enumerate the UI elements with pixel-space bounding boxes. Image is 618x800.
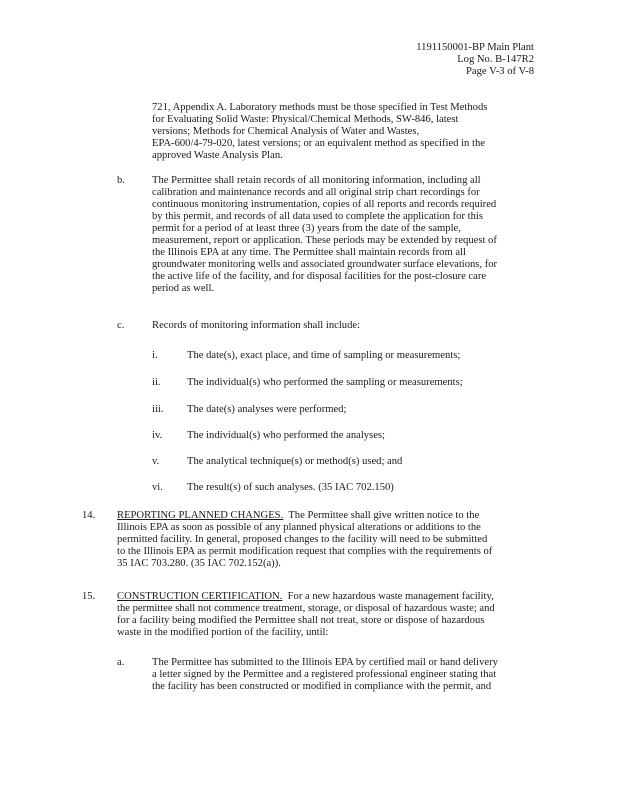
header-log-number: Log No. B-147R2: [457, 54, 534, 65]
section-14-heading: REPORTING PLANNED CHANGES.: [117, 510, 284, 521]
subitem-marker: iii.: [152, 404, 164, 415]
section-14-first-line: [117, 510, 479, 522]
item-15a-line: a letter signed by the Permittee and a registered professional engineer stating that: [152, 669, 497, 680]
section-14-number: 14.: [82, 510, 96, 521]
item-15a-line: the facility has been constructed or modified in compliance with the permit, and: [152, 681, 492, 692]
header-permit-number: 1191150001-BP Main Plant: [416, 42, 534, 53]
item-b-line: groundwater monitoring wells and associated groundwater surface elevations, for: [152, 259, 498, 270]
subitem-marker: ii.: [152, 377, 161, 388]
subitem-text: The individual(s) who performed the sampling or measurements;: [187, 377, 463, 388]
item-b-line: permit for a period of at least three (3) years from the date of the sample,: [152, 223, 461, 234]
subitem-text: The date(s), exact place, and time of sampling or measurements;: [187, 350, 461, 361]
subitem-marker: iv.: [152, 430, 163, 441]
header-page-number: Page V-3 of V-8: [466, 66, 534, 77]
subitem-text: The date(s) analyses were performed;: [187, 404, 347, 415]
continuation-line: versions; Methods for Chemical Analysis of Water and Wastes,: [152, 126, 420, 137]
item-b-line: calibration and maintenance records and all original strip chart recordings for: [152, 187, 480, 198]
item-15a-marker: a.: [117, 657, 125, 668]
item-b-line: the active life of the facility, and for disposal facilities for the post-closure care: [152, 271, 487, 282]
continuation-line: 721, Appendix A. Laboratory methods must be those specified in Test Methods: [152, 102, 488, 113]
section-15-line: the permittee shall not commence treatment, storage, or disposal of hazardous waste; and: [117, 603, 495, 614]
section-15-line: for a facility being modified the Permittee shall not treat, store or dispose of hazardous: [117, 615, 485, 626]
item-15a-line: The Permittee has submitted to the Illinois EPA by certified mail or hand delivery: [152, 657, 498, 668]
section-15-first-line: [117, 591, 494, 603]
section-14-line: 35 IAC 703.280. (35 IAC 702.152(a)).: [117, 558, 281, 569]
item-b-line: continuous monitoring instrumentation, copies of all reports and records required: [152, 199, 497, 210]
subitem-marker: vi.: [152, 482, 163, 493]
item-b-line: The Permittee shall retain records of all monitoring information, including all: [152, 175, 481, 186]
item-b-line: period as well.: [152, 283, 215, 294]
section-15-first-line-rest: For a new hazardous waste management facility,: [282, 591, 494, 602]
subitem-marker: i.: [152, 350, 158, 361]
item-b-line: measurement, report or application. These periods may be extended by request of: [152, 235, 497, 246]
section-15-heading: CONSTRUCTION CERTIFICATION.: [117, 591, 283, 602]
subitem-text: The analytical technique(s) or method(s) used; and: [187, 456, 403, 467]
item-c-marker: c.: [117, 320, 125, 331]
section-14-line: permitted facility. In general, proposed changes to the facility will need to be submitted: [117, 534, 488, 545]
item-b-marker: b.: [117, 175, 125, 186]
item-b-line: by this permit, and records of all data used to complete the application for this: [152, 211, 483, 222]
item-c-intro: Records of monitoring information shall include:: [152, 320, 361, 331]
section-14-line: to the Illinois EPA as permit modification request that complies with the requirements of: [117, 546, 493, 557]
continuation-line: for Evaluating Solid Waste: Physical/Chemical Methods, SW-846, latest: [152, 114, 459, 125]
subitem-marker: v.: [152, 456, 160, 467]
continuation-line: approved Waste Analysis Plan.: [152, 150, 283, 161]
section-15-line: waste in the modified portion of the facility, until:: [117, 627, 329, 638]
section-15-number: 15.: [82, 591, 96, 602]
section-14-line: Illinois EPA as soon as possible of any planned physical alterations or additions to the: [117, 522, 481, 533]
section-14-first-line-rest: The Permittee shall give written notice to the: [283, 510, 480, 521]
item-b-line: the Illinois EPA at any time. The Permittee shall maintain records from all: [152, 247, 466, 258]
subitem-text: The individual(s) who performed the analyses;: [187, 430, 385, 441]
subitem-text: The result(s) of such analyses. (35 IAC 702.150): [187, 482, 394, 493]
continuation-line: EPA-600/4-79-020, latest versions; or an equivalent method as specified in the: [152, 138, 485, 149]
